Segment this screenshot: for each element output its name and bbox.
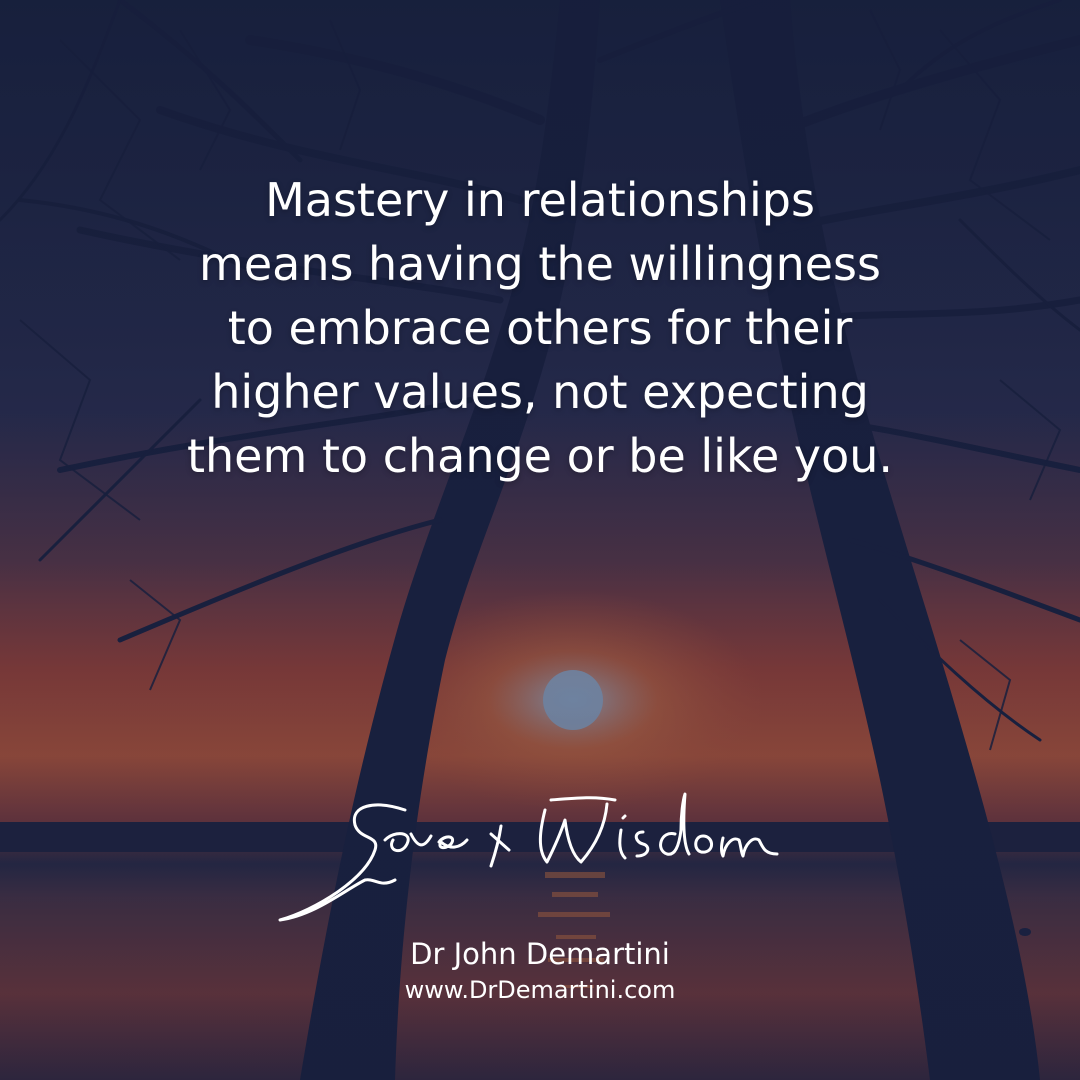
quote-line: higher values, not expecting — [211, 365, 869, 419]
quote-line: to embrace others for their — [227, 301, 853, 355]
quote-line: means having the willingness — [199, 237, 881, 291]
love-wisdom-signature — [255, 770, 815, 940]
author-name: Dr John Demartini — [410, 937, 670, 971]
quote-line: Mastery in relationships — [265, 173, 815, 227]
quote-line: them to change or be like you. — [186, 429, 894, 483]
buoy — [1019, 928, 1031, 936]
quote-text — [60, 168, 1020, 488]
website-link[interactable]: www.DrDemartini.com — [404, 976, 676, 1004]
